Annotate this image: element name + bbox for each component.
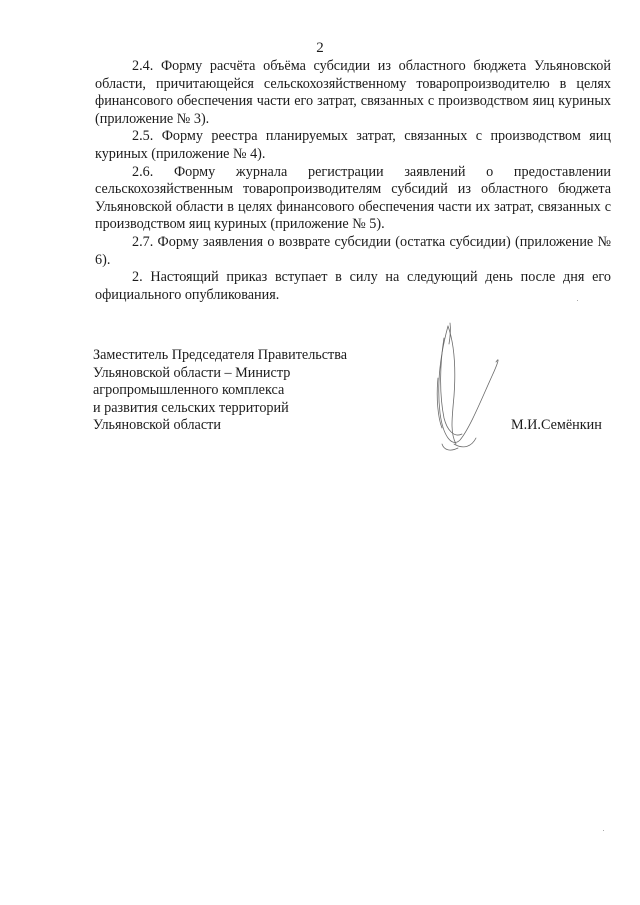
- handwritten-signature: [420, 318, 510, 458]
- scan-speck: [577, 300, 578, 301]
- paragraph-2-4: 2.4. Форму расчёта объёма субсидии из областного бюджета Ульяновской области, причитающейся сельскохозяйственному товаропроизводителю в целях финансового обеспечения части его затрат, связанных с производством яиц куриных (приложение № 3).: [95, 58, 611, 127]
- signer-name: М.И.Семёнкин: [511, 417, 602, 433]
- document-body: [95, 58, 611, 304]
- position-line: Ульяновской области – Министр: [93, 364, 291, 381]
- scan-speck: [603, 830, 604, 831]
- position-line: Заместитель Председателя Правительства: [93, 347, 348, 363]
- paragraph-2-7: 2.7. Форму заявления о возврате субсидии (остатка субсидии) (приложение № 6).: [95, 233, 611, 268]
- page-number: 2: [316, 40, 324, 56]
- paragraph-2-6: 2.6. Форму журнала регистрации заявлений о предоставлении сельскохозяйственным товаропроизводителям субсидий из областного бюджета Ульяновской области в целях финансового обеспечения части их затрат, связанных с производством яиц куриных (приложение № 5).: [95, 163, 611, 233]
- position-line: Ульяновской области: [93, 417, 221, 434]
- paragraph-2: 2. Настоящий приказ вступает в силу на следующий день после дня его официального опубликования.: [95, 269, 611, 303]
- signer-position: [93, 347, 347, 435]
- position-line: агропромышленного комплекса: [93, 382, 285, 399]
- position-line: и развития сельских территорий: [93, 399, 289, 416]
- paragraph-2-5: 2.5. Форму реестра планируемых затрат, связанных с производством яиц куриных (приложение № 4).: [95, 128, 611, 162]
